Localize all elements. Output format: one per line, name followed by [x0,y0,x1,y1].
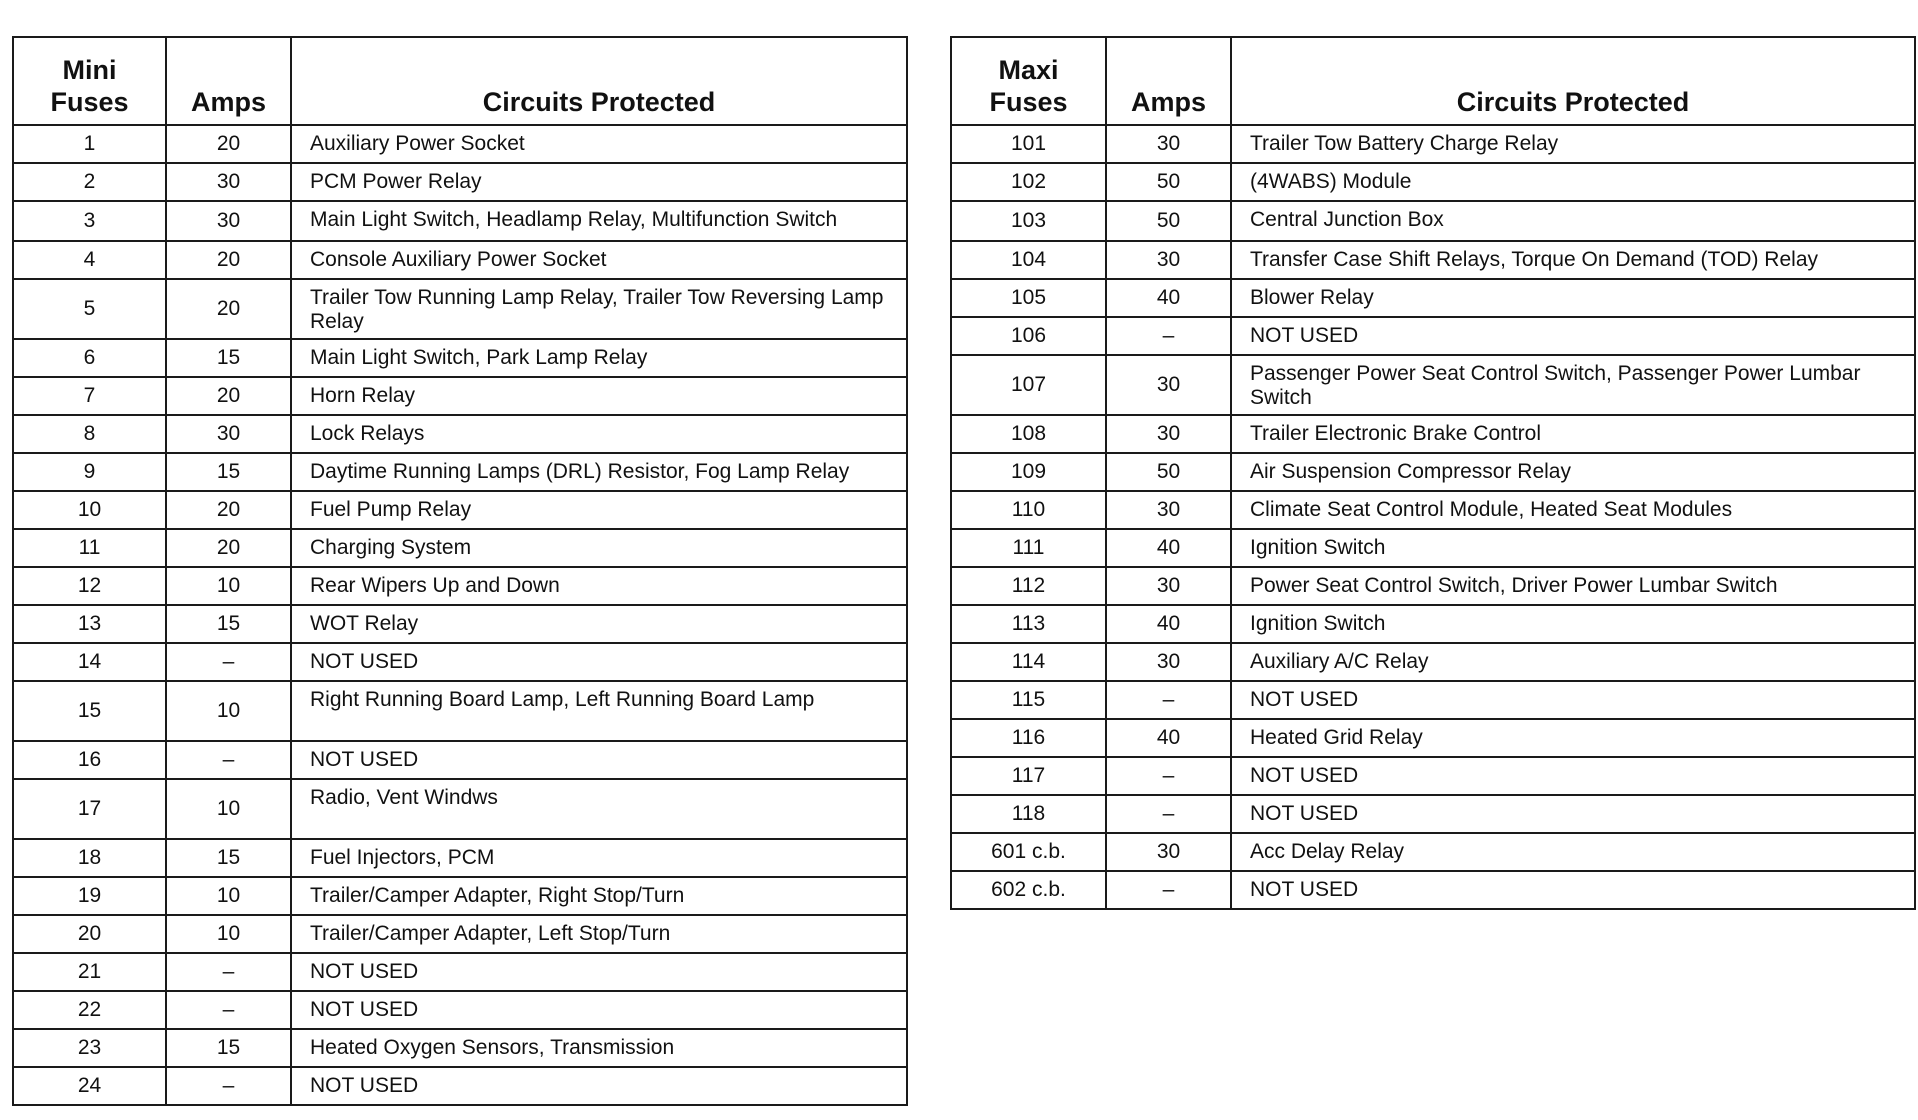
circuit-cell: Blower Relay [1231,279,1915,317]
table-row [13,877,907,915]
fuse-number-cell: 2 [13,163,166,201]
amps-cell: 50 [1106,453,1231,491]
table-row [951,355,1915,415]
table-row [13,779,907,839]
circuit-cell: Main Light Switch, Headlamp Relay, Multifunction Switch [291,201,907,241]
table-row [13,415,907,453]
fuse-number-cell: 10 [13,491,166,529]
circuit-cell: Radio, Vent Windws [291,779,907,839]
table-row [951,681,1915,719]
fuse-number-cell: 102 [951,163,1106,201]
table-row [951,163,1915,201]
table-row [951,719,1915,757]
amps-cell: 40 [1106,279,1231,317]
amps-cell: – [166,991,291,1029]
amps-cell: 50 [1106,163,1231,201]
table-row [13,279,907,339]
amps-cell: 30 [1106,355,1231,415]
amps-cell: – [166,953,291,991]
amps-cell: 20 [166,125,291,163]
table-row [951,529,1915,567]
circuit-cell: Auxiliary A/C Relay [1231,643,1915,681]
circuit-cell: PCM Power Relay [291,163,907,201]
circuit-cell: NOT USED [291,643,907,681]
circuit-cell: Ignition Switch [1231,605,1915,643]
table-row [951,795,1915,833]
table-row [951,317,1915,355]
amps-cell: 15 [166,339,291,377]
table-row [13,377,907,415]
amps-cell: 10 [166,567,291,605]
circuit-cell: Daytime Running Lamps (DRL) Resistor, Fog Lamp Relay [291,453,907,491]
fuse-number-cell: 601 c.b. [951,833,1106,871]
circuits-protected-header: Circuits Protected [291,37,907,125]
fuse-number-cell: 118 [951,795,1106,833]
fuse-number-cell: 23 [13,1029,166,1067]
circuit-cell: Right Running Board Lamp, Left Running Board Lamp [291,681,907,741]
amps-cell: 10 [166,779,291,839]
amps-header: Amps [166,37,291,125]
table-row [13,339,907,377]
amps-cell: – [1106,757,1231,795]
fuse-number-cell: 117 [951,757,1106,795]
amps-cell: 30 [1106,415,1231,453]
fuse-number-cell: 15 [13,681,166,741]
amps-cell: 20 [166,529,291,567]
fuse-number-cell: 4 [13,241,166,279]
circuit-cell: NOT USED [1231,871,1915,909]
table-row [13,567,907,605]
circuit-cell: Power Seat Control Switch, Driver Power Lumbar Switch [1231,567,1915,605]
amps-cell: 30 [166,415,291,453]
table-row [13,1029,907,1067]
fuse-number-cell: 112 [951,567,1106,605]
circuit-cell: NOT USED [1231,795,1915,833]
table-row [951,757,1915,795]
maxi-fuses-header: Maxi Fuses [951,37,1106,125]
circuit-cell: (4WABS) Module [1231,163,1915,201]
fuse-number-cell: 1 [13,125,166,163]
amps-cell: 50 [1106,201,1231,241]
table-row [13,201,907,241]
fuse-number-cell: 115 [951,681,1106,719]
fuse-number-cell: 104 [951,241,1106,279]
amps-cell: – [1106,871,1231,909]
circuit-cell: Trailer Tow Running Lamp Relay, Trailer Tow Reversing Lamp Relay [291,279,907,339]
table-row [13,643,907,681]
table-row [13,453,907,491]
table-header-row [951,37,1915,125]
amps-cell: – [166,1067,291,1105]
fuse-number-cell: 113 [951,605,1106,643]
fuse-number-cell: 103 [951,201,1106,241]
circuit-cell: Ignition Switch [1231,529,1915,567]
circuit-cell: Trailer Tow Battery Charge Relay [1231,125,1915,163]
amps-cell: 30 [1106,241,1231,279]
circuit-cell: Horn Relay [291,377,907,415]
mini-fuses-table [12,36,908,1106]
table-row [13,681,907,741]
table-row [951,453,1915,491]
table-row [951,491,1915,529]
amps-cell: – [1106,681,1231,719]
table-row [13,1067,907,1105]
amps-cell: 30 [1106,567,1231,605]
table-row [951,279,1915,317]
fuse-number-cell: 107 [951,355,1106,415]
mini-fuses-header: Mini Fuses [13,37,166,125]
fuse-number-cell: 22 [13,991,166,1029]
fuse-number-cell: 106 [951,317,1106,355]
fuse-number-cell: 7 [13,377,166,415]
amps-cell: 40 [1106,719,1231,757]
fuse-number-cell: 11 [13,529,166,567]
fuse-number-cell: 114 [951,643,1106,681]
table-row [951,567,1915,605]
table-row [13,241,907,279]
amps-cell: 20 [166,377,291,415]
table-row [951,415,1915,453]
circuit-cell: Charging System [291,529,907,567]
amps-cell: 10 [166,681,291,741]
fuse-number-cell: 110 [951,491,1106,529]
table-header-row [13,37,907,125]
table-row [13,991,907,1029]
fuse-number-cell: 20 [13,915,166,953]
amps-cell: 30 [1106,125,1231,163]
circuit-cell: NOT USED [291,1067,907,1105]
table-row [951,241,1915,279]
amps-cell: 20 [166,279,291,339]
circuit-cell: Central Junction Box [1231,201,1915,241]
table-row [951,605,1915,643]
amps-cell: 10 [166,915,291,953]
circuit-cell: NOT USED [1231,681,1915,719]
circuit-cell: Main Light Switch, Park Lamp Relay [291,339,907,377]
amps-cell: 20 [166,491,291,529]
circuit-cell: WOT Relay [291,605,907,643]
fuse-number-cell: 17 [13,779,166,839]
circuit-cell: NOT USED [1231,757,1915,795]
amps-cell: 15 [166,1029,291,1067]
amps-cell: – [166,643,291,681]
fuse-number-cell: 13 [13,605,166,643]
circuit-cell: Trailer/Camper Adapter, Right Stop/Turn [291,877,907,915]
circuit-cell: NOT USED [291,741,907,779]
fuse-number-cell: 24 [13,1067,166,1105]
fuse-number-cell: 101 [951,125,1106,163]
circuit-cell: Passenger Power Seat Control Switch, Passenger Power Lumbar Switch [1231,355,1915,415]
circuit-cell: Lock Relays [291,415,907,453]
circuit-cell: Heated Oxygen Sensors, Transmission [291,1029,907,1067]
fuse-number-cell: 3 [13,201,166,241]
circuit-cell: Transfer Case Shift Relays, Torque On Demand (TOD) Relay [1231,241,1915,279]
amps-cell: 40 [1106,529,1231,567]
amps-cell: 30 [1106,643,1231,681]
circuit-cell: Auxiliary Power Socket [291,125,907,163]
amps-cell: 15 [166,605,291,643]
table-row [13,839,907,877]
circuit-cell: Fuel Pump Relay [291,491,907,529]
fuse-number-cell: 602 c.b. [951,871,1106,909]
fuse-number-cell: 111 [951,529,1106,567]
table-row [13,741,907,779]
circuits-protected-header: Circuits Protected [1231,37,1915,125]
fuse-number-cell: 105 [951,279,1106,317]
amps-cell: – [166,741,291,779]
amps-cell: 30 [166,163,291,201]
fuse-number-cell: 116 [951,719,1106,757]
table-row [13,529,907,567]
amps-cell: 20 [166,241,291,279]
fuse-number-cell: 108 [951,415,1106,453]
amps-cell: 30 [166,201,291,241]
table-row [13,125,907,163]
amps-cell: 30 [1106,491,1231,529]
circuit-cell: Climate Seat Control Module, Heated Seat Modules [1231,491,1915,529]
table-row [13,915,907,953]
circuit-cell: Air Suspension Compressor Relay [1231,453,1915,491]
amps-cell: 10 [166,877,291,915]
table-row [951,643,1915,681]
amps-header: Amps [1106,37,1231,125]
fuse-number-cell: 9 [13,453,166,491]
fuse-number-cell: 8 [13,415,166,453]
table-row [951,833,1915,871]
table-row [951,871,1915,909]
amps-cell: 40 [1106,605,1231,643]
circuit-cell: NOT USED [291,991,907,1029]
amps-cell: 15 [166,839,291,877]
circuit-cell: Heated Grid Relay [1231,719,1915,757]
amps-cell: – [1106,317,1231,355]
circuit-cell: Fuel Injectors, PCM [291,839,907,877]
amps-cell: 15 [166,453,291,491]
fuse-number-cell: 21 [13,953,166,991]
circuit-cell: Console Auxiliary Power Socket [291,241,907,279]
circuit-cell: Acc Delay Relay [1231,833,1915,871]
circuit-cell: NOT USED [291,953,907,991]
table-row [13,491,907,529]
fuse-number-cell: 14 [13,643,166,681]
fuse-number-cell: 16 [13,741,166,779]
circuit-cell: Rear Wipers Up and Down [291,567,907,605]
circuit-cell: Trailer/Camper Adapter, Left Stop/Turn [291,915,907,953]
fuse-number-cell: 12 [13,567,166,605]
fuse-number-cell: 5 [13,279,166,339]
amps-cell: – [1106,795,1231,833]
maxi-fuses-table [950,36,1916,910]
table-row [951,125,1915,163]
table-row [13,605,907,643]
table-row [13,953,907,991]
fuse-number-cell: 6 [13,339,166,377]
circuit-cell: NOT USED [1231,317,1915,355]
fuse-number-cell: 19 [13,877,166,915]
table-row [951,201,1915,241]
circuit-cell: Trailer Electronic Brake Control [1231,415,1915,453]
fuse-number-cell: 109 [951,453,1106,491]
amps-cell: 30 [1106,833,1231,871]
fuse-number-cell: 18 [13,839,166,877]
table-row [13,163,907,201]
